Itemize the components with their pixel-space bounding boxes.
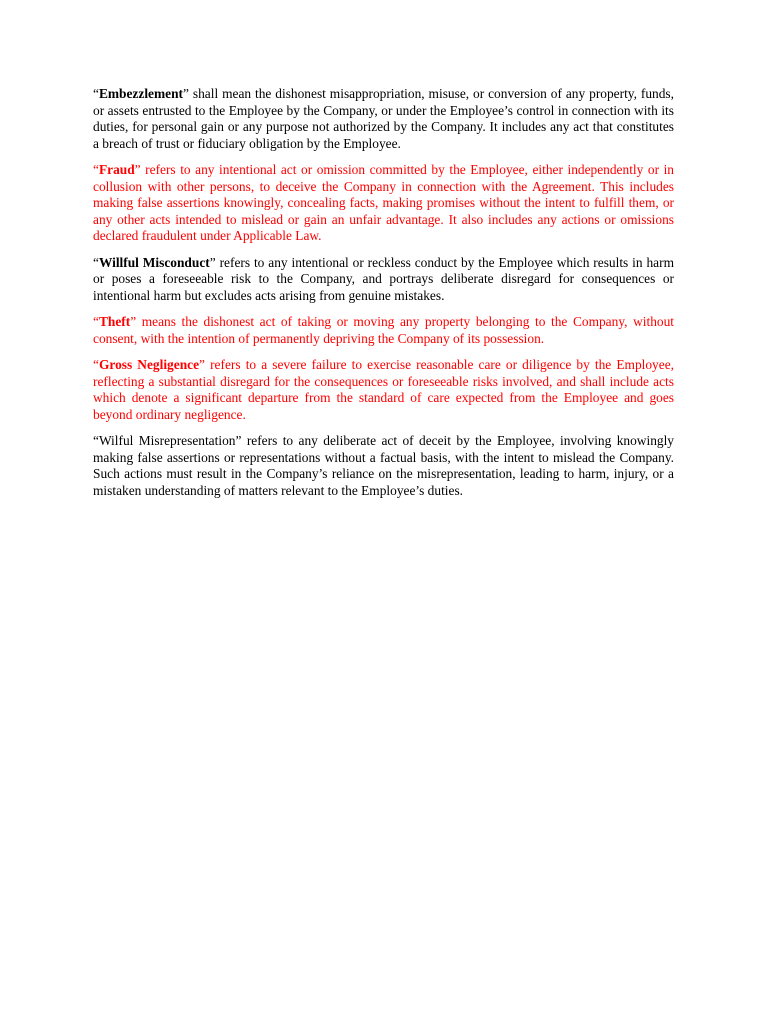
open-quote: “ [93,357,99,372]
defined-term: Wilful Misrepresentation [98,433,236,448]
definition-theft [93,314,674,347]
definition-text: refers to any intentional act or omission committed by the Employee, either independently or in collusion with other persons, to deceive the Company in connection with the Agreement. This includes making false assertions knowingly, concealing facts, making promises without the intent to fulfill them, or any other acts intended to mislead or gain an unfair advantage. It also includes any actions or omissions declared fraudulent under Applicable Law. [93,162,674,243]
definition-willful-misconduct [93,255,674,305]
close-quote: ” [183,86,189,101]
definition-text: shall mean the dishonest misappropriation, misuse, or conversion of any property, funds, or assets entrusted to the Employee by the Company, or under the Employee’s control in connection with its duties, for personal gain or any purpose not authorized by the Company. It includes any act that constitutes a breach of trust or fiduciary obligation by the Employee. [93,86,674,151]
document-page [93,86,674,509]
definition-text: refers to a severe failure to exercise reasonable care or diligence by the Employee, reflecting a substantial disregard for the consequences or foreseeable risks involved, and shall include acts which denote a significant departure from the standard of care expected from the Employee and goes beyond ordinary negligence. [93,357,674,422]
open-quote: “ [93,254,99,270]
open-quote: “ [93,314,99,329]
definition-wilful-misrepresentation [93,433,674,499]
open-quote: “ [93,162,99,177]
close-quote: ” [130,314,137,329]
close-quote: ” [209,254,216,270]
defined-term: Theft [98,314,131,329]
open-quote: “ [93,433,99,448]
close-quote: ” [134,162,141,177]
definition-embezzlement [93,86,674,152]
close-quote: ” [235,433,242,448]
defined-term: Fraud [98,162,135,177]
definition-gross-negligence [93,357,674,423]
defined-term: Willful Misconduct [98,254,210,270]
definition-text: refers to any deliberate act of deceit by the Employee, involving knowingly making false assertions or representations without a factual basis, with the intent to mislead the Company. Such actions must result in the Company’s reliance on the misrepresentation, leading to harm, injury, or a mistaken understanding of matters relevant to the Employee’s duties. [93,433,674,498]
definition-text: refers to any intentional or reckless conduct by the Employee which results in harm or poses a foreseeable risk to the Company, and portrays deliberate disregard for consequences or intentional harm but excludes acts arising from genuine mistakes. [93,254,674,303]
close-quote: ” [199,357,205,372]
defined-term: Gross Negligence [98,357,200,372]
defined-term: Embezzlement [98,86,183,101]
definition-text: means the dishonest act of taking or moving any property belonging to the Company, without consent, with the intention of permanently depriving the Company of its possession. [93,314,674,346]
open-quote: “ [93,86,99,101]
definition-fraud [93,162,674,245]
